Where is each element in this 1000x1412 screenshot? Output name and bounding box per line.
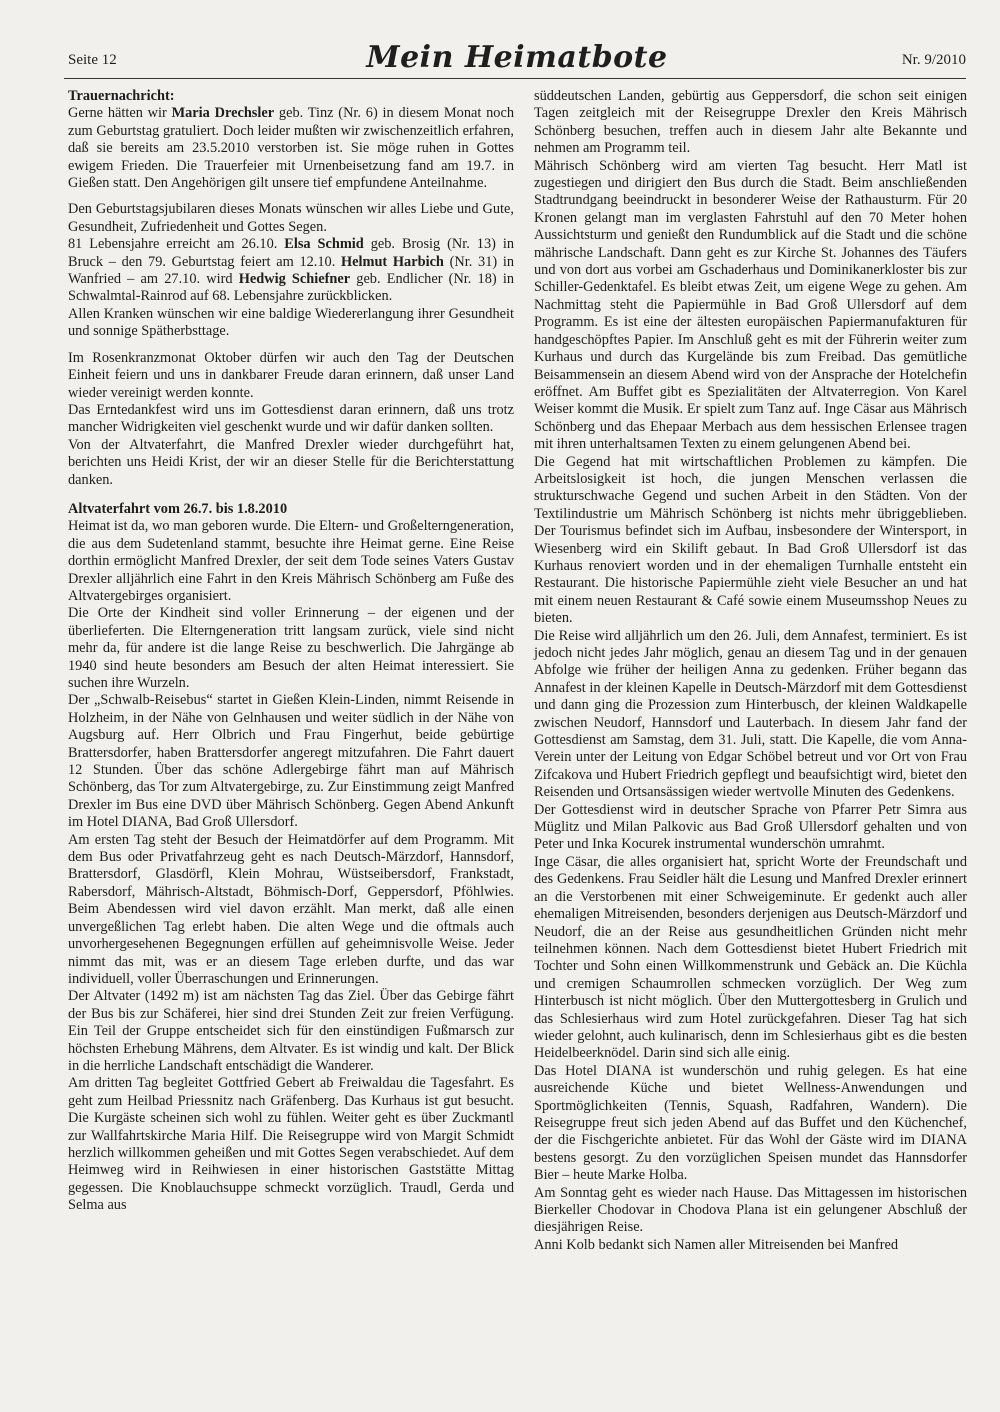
- article-paragraph: Die Reise wird alljährlich um den 26. Juli, dem Annafest, terminiert. Es ist jedoch nicht jedes Jahr möglich, genau an diesem Tag und in der genauen Abfolge wie früher der heiligen Anna zu gedenken. Früher begann das Annafest in der kleinen Kapelle in Deutsch-Märzdorf mit dem Gottesdienst und dann ging die Prozession zum Hinterbusch, der kleinen Waldkapelle zwischen Neudorf, Hannsdorf und Lauterbach. In diesem Jahr fand der Gottesdienst am Samstag, dem 31. Juli, statt. Die Kapelle, die vom Anna-Verein unter der Leitung von Edgar Schöbel betreut und vor Ort von Frau Zifcakova und Hubert Friedrich gepflegt und beaufsichtigt wird, bietet den Reisenden und Ortsansässigen wieder wertvolle Minuten des Gedenkens.: [534, 627, 967, 801]
- page-header: [68, 40, 966, 80]
- birthday-intro: Den Geburtstagsjubilaren dieses Monats wünschen wir alles Liebe und Gute, Gesundheit, Zufriedenheit und Gottes Segen.: [68, 201, 514, 235]
- masthead-logo: Mein Heimatbote: [366, 40, 668, 75]
- october-paragraph: Im Rosenkranzmonat Oktober dürfen wir auch den Tag der Deutschen Einheit feiern und uns in dankbarer Freude daran erinnern, daß unser Land wieder vereinigt werden konnte.: [68, 349, 514, 401]
- harvest-paragraph: Das Erntedankfest wird uns im Gottesdienst daran erinnern, daß uns trotz mancher Widrigkeiten viel geschenkt wurde und wir dafür danken sollten.: [68, 401, 514, 436]
- birthday-name: Hedwig Schiefner: [238, 271, 351, 288]
- obituary-heading: Trauernachricht:: [68, 88, 175, 104]
- article-paragraph: Die Orte der Kindheit sind voller Erinnerung – der eigenen und der überlieferten. Die Elterngeneration tritt langsam zurück, viele sind nicht mehr da, für andere ist die lange Reise zu beschwerlich. Die Jahrgänge ab 1940 sind heute besonders am Besuch der alten Heimat interessiert. Sie suchen ihre Wurzeln.: [68, 605, 514, 691]
- article-paragraph: süddeutschen Landen, gebürtig aus Geppersdorf, die schon seit einigen Tagen zeitgleich mit der Reisegruppe Drexler den Kreis Mährisch Schönberg besuchen, treffen auch in diesem Jahr alte Bekannte und nehmen am Programm teil.: [534, 88, 967, 157]
- birthday-name: Helmut Harbich: [341, 253, 444, 270]
- header-rule: [64, 78, 966, 79]
- obituary-name: Maria Drechsler: [171, 105, 275, 122]
- article-paragraph: Am Sonntag geht es wieder nach Hause. Das Mittagessen im historischen Bierkeller Chodovar in Chodova Plana ist ein gelungener Abschluß der diesjährigen Reise.: [534, 1184, 967, 1236]
- article-paragraph: Mährisch Schönberg wird am vierten Tag besucht. Herr Matl ist zugestiegen und dirigiert den Bus durch die Stadt. Beim anschließenden Stadtrundgang beeindruckt in besonderer Weise der Rathausturm. Für 20 Kronen gelangt man im verglasten Fahrstuhl auf den 70 Meter hohen Aussichtsturm und genießt den Rundumblick auf die Stadt und die schöne mährische Landschaft. Dann geht es zur Kirche St. Johannes des Täufers und von dort aus vorbei am Gschaderhaus und Dominikanerkloster bis zur Schiller-Gedenktafel. Es bleibt etwas Zeit, um eigene Wege zu gehen. Am Nachmittag steht die Papiermühle in Bad Groß Ullersdorf auf dem Programm. Es ist eine der ältesten europäischen Papiermanufakturen für handgeschöpftes Papier. Im Anschluß geht es mit der Führerin weiter zum Kurhaus und durch das Kurgelände bis zum Freibad. Das gemütliche Beisammensein an diesem Abend wird von der Ansprache der Hotelchefin eröffnet. Am Buffet gibt es Spezialitäten der Altvaterregion. Von Karel Weiser kommt die Musik. Er spielt zum Tanz auf. Inge Cäsar aus Mährisch Schönberg und das Ehepaar Merbach aus dem hessischen Erlensee tragen mit ihren unterhaltsamen Texten zu einem gelungenen Abend bei.: [534, 157, 967, 453]
- birthday-name: Elsa Schmid: [284, 236, 364, 253]
- article-paragraph: Der Gottesdienst wird in deutscher Sprache von Pfarrer Petr Simra aus Müglitz und Milan Palkovic aus Bad Groß Ullersdorf gehalten und von Peter und Inka Kocurek instrumental wunderschön umrahmt.: [534, 801, 967, 853]
- sick-wishes: Allen Kranken wünschen wir eine baldige Wiedererlangung ihrer Gesundheit und sonnige Spätherbsttage.: [68, 305, 514, 340]
- article-paragraph: Die Gegend hat mit wirtschaftlichen Problemen zu kämpfen. Die Arbeitslosigkeit ist hoch, die jungen Menschen verlassen die strukturschwache Gegend und suchen Arbeit in den Städten. Von der Textilindustrie um Mährisch Schönberg ist nichts mehr übriggeblieben. Der Tourismus befindet sich im Aufbau, insbesondere der Wintersport, in Wiesenberg wird ein Skilift gebaut. In Bad Groß Ullersdorf ist das Kurhaus renoviert worden und in der ehemaligen Turnhalle entsteht ein Restaurant. Die historische Papiermühle zieht viele Besucher an und hat mit einem neuen Restaurant & Café sowie einem Museumsshop Neues zu bieten.: [534, 453, 967, 627]
- article-paragraph: Der „Schwalb-Reisebus“ startet in Gießen Klein-Linden, nimmt Reisende in Holzheim, in der Nähe von Gelnhausen und weiter südlich in der Nähe von Augsburg auf. Herr Olbrich und Frau Fingerhut, beide gebürtige Brattersdorfer, haben Brattersdorfer angeregt mitzufahren. Die Fahrt dauert 12 Stunden. Über das schöne Adlergebirge fährt man auf Mährisch Schönberg, das Tor zum Altvatergebirge, zu. Zur Einstimmung zeigt Manfred Drexler im Bus eine DVD über Mährisch Schönberg. Gegen Abend Ankunft im Hotel DIANA, Bad Groß Ullersdorf.: [68, 692, 514, 831]
- birthday-list: 81 Lebensjahre erreicht am 26.10. Elsa Schmid geb. Brosig (Nr. 13) in Bruck – den 79. Geburtstag feiert am 12.10. Helmut Harbich (Nr. 31) in Wanfried – am 27.10. wird Hedwig Schiefner geb. Endlicher (Nr. 18) in Schwalmtal-Rainrod auf 68. Lebensjahre zurückblicken.: [68, 236, 515, 305]
- article-paragraph: Heimat ist da, wo man geboren wurde. Die Eltern- und Großelterngeneration, die aus dem Sudetenland stammt, besuchte ihre Heimat gerne. Eine Reise dorthin ermöglicht Manfred Drexler, der seit dem Tode seines Vaters Gustav Drexler alljährlich eine Fahrt in den Kreis Mährisch Schönberg am Fuße des Altvatergebirges organisiert.: [68, 518, 514, 604]
- obituary-text: Gerne hätten wir Maria Drechsler geb. Tinz (Nr. 6) in diesem Monat noch zum Geburtstag gratuliert. Doch leider mußten wir zwischenzeitlich erfahren, daß sie bereits am 23.5.2010 verstorben ist. Sie möge ruhen in Gottes ewigem Frieden. Die Trauerfeier mit Urnenbeisetzung fand am 19.7. in Gießen statt. Den Angehörigen gilt unsere tief empfundene Anteilnahme.: [68, 105, 515, 192]
- right-column: [534, 88, 967, 1254]
- article-paragraph: Anni Kolb bedankt sich Namen aller Mitreisenden bei Manfred: [534, 1236, 899, 1253]
- article-heading: Altvaterfahrt vom 26.7. bis 1.8.2010: [68, 500, 288, 517]
- left-column: [68, 88, 514, 1215]
- report-intro: Von der Altvaterfahrt, die Manfred Drexler wieder durchgeführt hat, berichten uns Heidi Krist, der wir an dieser Stelle für die Berichterstattung danken.: [68, 436, 514, 488]
- article-paragraph: Der Altvater (1492 m) ist am nächsten Tag das Ziel. Über das Gebirge fährt der Bus bis zur Schäferei, hier sind drei Stunden Zeit zur freien Verfügung. Ein Teil der Gruppe entscheidet sich für den einstündigen Fußmarsch zur höchsten Erhebung Mährens, dem Altvater. Es ist windig und kalt. Der Blick in die herrliche Landschaft entschädigt die Wanderer.: [68, 988, 514, 1074]
- article-paragraph: Das Hotel DIANA ist wunderschön und ruhig gelegen. Es hat eine ausreichende Küche und bietet Wellness-Anwendungen und Sportmöglichkeiten (Tennis, Squash, Radfahren, Wandern). Die Reisegruppe freut sich jeden Abend auf das Buffet und den Küchenchef, der die Fischgerichte anbietet. Für das Wohl der Gäste wird im DIANA bestens gesorgt. Zu den vorzüglichen Speisen mundet das Hannsdorfer Bier – heute Marke Holba.: [534, 1062, 967, 1184]
- article-paragraph: Inge Cäsar, die alles organisiert hat, spricht Worte der Freundschaft und des Gedenkens. Frau Seidler hält die Lesung und Manfred Drexler erinnert an die Verstorbenen mit einer Schweigeminute. Er gedenkt auch aller ehemaligen Mitreisenden, besonders derjenigen aus Deutsch-Märzdorf und Neudorf, die an der Reise aus gesundheitlichen Gründen nicht mehr teilnehmen können. Nach dem Gottesdienst bietet Hubert Friedrich mit Tochter und Sohn einen Willkommenstrunk und Gebäck an. Die Küchla und cremigen Schaumrollen schmecken vorzüglich. Der Weg zum Hinterbusch ist nicht möglich. Über den Muttergottesberg in Grulich und das Schlesierhaus wird zum Hotel zurückgefahren. Dieser Tag hat sich wieder gelohnt, auch kulinarisch, denn im Schlesierhaus gibt es die besten Heidelbeerknödel. Darin sind sich alle einig.: [534, 853, 967, 1062]
- article-paragraph: Am dritten Tag begleitet Gottfried Gebert ab Freiwaldau die Tagesfahrt. Es geht zum Heilbad Priessnitz nach Gräfenberg. Das Kurhaus ist gut besucht. Die Kurgäste scheinen sich wohl zu fühlen. Weiter geht es über Zuckmantl zur Wallfahrtskirche Maria Hilf. Die Reisegruppe wird von Margit Schmidt herzlich willkommen geheißen und mit Gottes Segen verabschiedet. Auf dem Heimweg wird in Reihwiesen in einer historischen Gaststätte Mittag gegessen. Die Knoblauchsuppe schmeckt vorzüglich. Traudl, Gerda und Selma aus: [68, 1075, 514, 1214]
- page-number: Seite 12: [68, 52, 117, 68]
- article-paragraph: Am ersten Tag steht der Besuch der Heimatdörfer auf dem Programm. Mit dem Bus oder Privatfahrzeug geht es nach Deutsch-Märzdorf, Hannsdorf, Brattersdorf, Glasdörfl, Klein Mohrau, Wüstseibersdorf, Frankstadt, Rabersdorf, Mährisch-Altstadt, Böhmisch-Dorf, Geppersdorf, Pföhlwies. Beim Abendessen wird viel davon erzählt. Man merkt, daß alle einen unvergeßlichen Tag erlebt haben. Die alten Wege und die oftmals auch unvorhergesehenen Begegnungen erfüllen auf geheimnisvolle Weise. Jeder nimmt das mit, was er an diesem Tage erleben durfte, und das war individuell, voller Überraschungen und Erinnerungen.: [68, 831, 514, 987]
- issue-number: Nr. 9/2010: [901, 52, 966, 68]
